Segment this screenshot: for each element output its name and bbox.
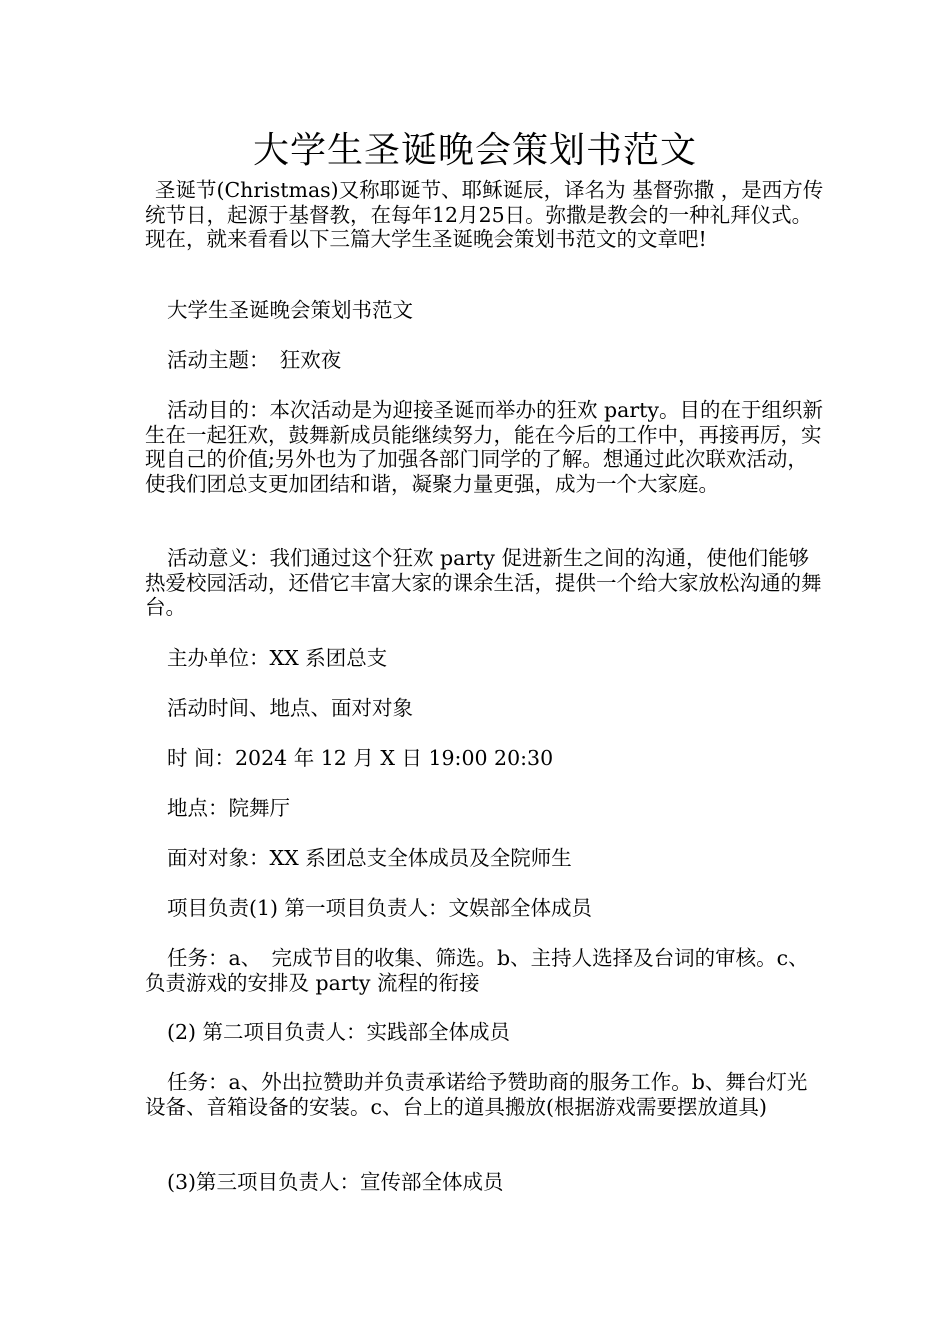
activity-significance: 活动意义：我们通过这个狂欢 party 促进新生之间的沟通，使他们能够热爱校园活动，还借它丰富大家的课余生活，提供一个给大家放松沟通的舞台。 bbox=[145, 546, 822, 619]
task-2: 任务：a、外出拉赞助并负责承诺给予赞助商的服务工作。b、舞台灯光设备、音箱设备的安装。c、台上的道具搬放(根据游戏需要摆放道具) bbox=[145, 1070, 808, 1119]
organizer: 主办单位：XX 系团总支 bbox=[167, 646, 388, 670]
project-lead-1: 项目负责(1) 第一项目负责人：文娱部全体成员 bbox=[167, 896, 593, 920]
section-heading: 大学生圣诞晚会策划书范文 bbox=[167, 298, 413, 322]
project-lead-3: (3)第三项目负责人：宣传部全体成员 bbox=[167, 1170, 504, 1194]
document-title: 大学生圣诞晚会策划书范文 bbox=[252, 130, 697, 171]
intro-paragraph: 圣诞节(Christmas)又称耶诞节、耶稣诞辰，译名为 基督弥撒 ，是西方传统节日，起源于基督教，在每年12月25日。弥撒是教会的一种礼拜仪式。现在，就来看看以下三篇大学生圣诞晚会策划书范文的文章吧! bbox=[145, 178, 824, 251]
activity-purpose: 活动目的：本次活动是为迎接圣诞而举办的狂欢 party。目的在于组织新生在一起狂欢，鼓舞新成员能继续努力，能在今后的工作中，再接再厉，实现自己的价值;另外也为了加强各部门同学的了解。想通过此次联欢活动，使我们团总支更加团结和谐，凝聚力量更强，成为一个大家庭。 bbox=[145, 398, 823, 496]
project-lead-2: (2) 第二项目负责人：实践部全体成员 bbox=[167, 1020, 511, 1044]
activity-theme: 活动主题： 狂欢夜 bbox=[167, 348, 342, 372]
event-audience: 面对对象：XX 系团总支全体成员及全院师生 bbox=[167, 846, 572, 870]
event-time: 时 间：2024 年 12 月 X 日 19:00 20:30 bbox=[167, 746, 554, 770]
task-1: 任务：a、 完成节目的收集、筛选。b、主持人选择及台词的审核。c、负责游戏的安排及 party 流程的衔接 bbox=[145, 946, 809, 995]
time-place-audience-heading: 活动时间、地点、面对对象 bbox=[167, 696, 413, 720]
event-location: 地点：院舞厅 bbox=[167, 796, 290, 820]
